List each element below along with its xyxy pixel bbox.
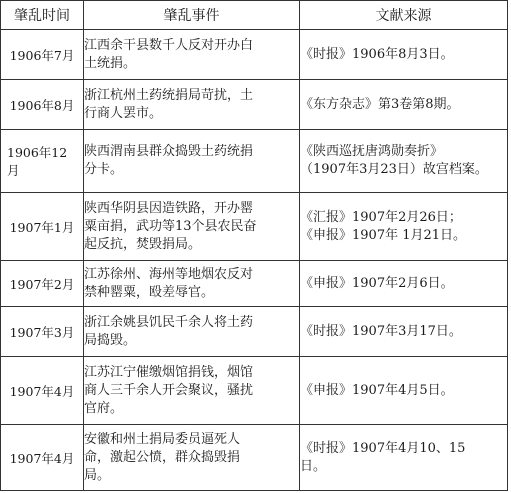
source-line: （1907年3月23日）故宫档案。 [300, 162, 488, 177]
source-cell [300, 357, 508, 425]
table-row [1, 261, 508, 307]
event-cell [84, 80, 300, 130]
source-line: 《汇报》1907年2月26日； [300, 209, 462, 225]
time-cell: 1907年2月 [1, 261, 84, 307]
source-line: 日。 [300, 458, 327, 474]
event-line: 江苏江宁催缴烟馆捐钱，烟馆 [84, 364, 254, 380]
header-time: 肇乱时间 [1, 1, 84, 30]
event-cell [84, 193, 300, 261]
source-line: 《时报》1907年3月17日。 [300, 323, 462, 339]
source-line: 《申报》1907年 1月21日。 [300, 227, 467, 243]
event-line: 陕西华阴县因造铁路，开办罂 [84, 200, 254, 216]
source-cell [300, 130, 508, 193]
event-cell [84, 307, 300, 357]
event-line: 官府。 [84, 400, 124, 416]
event-line: 安徽和州土捐局委员逼死人 [84, 431, 241, 447]
source-cell [300, 30, 508, 80]
event-line: 起反抗，焚毁捐局。 [84, 236, 202, 252]
event-line: 江西余干县数千人反对开办白 [84, 37, 254, 53]
table-header-row [1, 1, 508, 30]
source-line: 《时报》1906年8月3日。 [300, 46, 454, 62]
event-cell [84, 261, 300, 307]
header-event: 肇乱事件 [84, 1, 300, 30]
event-line: 土统捐。 [84, 55, 137, 71]
table-row [1, 130, 508, 193]
time-cell: 1907年3月 [1, 307, 84, 357]
event-line: 浙江余姚县饥民千余人将土药 [84, 314, 254, 330]
event-line: 江苏徐州、海州等地烟农反对 [84, 266, 254, 282]
event-line: 禁种罂粟，殴差辱官。 [84, 284, 215, 300]
event-cell [84, 130, 300, 193]
source-cell [300, 193, 508, 261]
table-row [1, 193, 508, 261]
time-line: 1906年12 [7, 145, 68, 160]
event-line: 分卡。 [84, 162, 124, 177]
source-line: 《东方杂志》第3卷第8期。 [300, 96, 460, 112]
source-cell [300, 80, 508, 130]
event-line: 行商人罢市。 [84, 105, 163, 121]
time-cell: 1907年4月 [1, 357, 84, 425]
event-line: 局捣毁。 [84, 332, 137, 348]
source-cell [300, 307, 508, 357]
event-line: 粟亩捐，武功等13个县农民奋 [84, 218, 257, 234]
source-line: 《陕西巡抚唐鸿勋奏折》 [300, 144, 444, 159]
table-row [1, 30, 508, 80]
source-cell [300, 261, 508, 307]
source-cell [300, 425, 508, 491]
table-row [1, 425, 508, 491]
table-row [1, 307, 508, 357]
time-cell: 1907年1月 [1, 193, 84, 261]
event-line: 浙江杭州土药统捐局苛扰，土 [84, 87, 254, 103]
event-line: 商人三千余人开会聚议，骚扰 [84, 382, 254, 398]
time-cell: 1906年8月 [1, 80, 84, 130]
source-line: 《时报》1907年4月10、15 [300, 440, 466, 456]
header-source: 文献来源 [300, 1, 508, 30]
table-row [1, 357, 508, 425]
time-cell: 1907年4月 [1, 425, 84, 491]
table-row [1, 80, 508, 130]
event-cell [84, 357, 300, 425]
event-line: 陕西渭南县群众捣毁土药统捐 [84, 144, 254, 159]
event-line: 局。 [84, 467, 111, 483]
source-line: 《申报》1907年4月5日。 [300, 382, 454, 398]
time-line: 月 [7, 163, 20, 178]
event-cell [84, 425, 300, 491]
source-line: 《申报》1907年2月6日。 [300, 275, 454, 291]
time-cell: 1906年7月 [1, 30, 84, 80]
time-cell [1, 130, 84, 193]
event-cell [84, 30, 300, 80]
event-line: 命，激起公愤，群众捣毁捐 [84, 449, 241, 465]
